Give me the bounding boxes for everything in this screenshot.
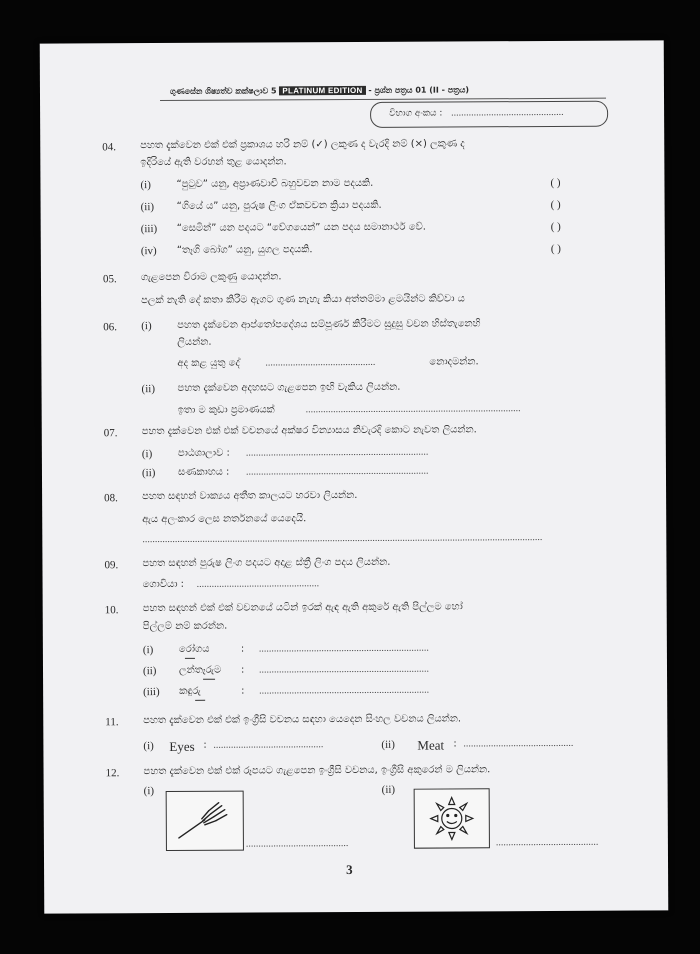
q06-part-i-line2: ලියන්න.: [177, 336, 212, 348]
q06-part-i-no: (i): [141, 320, 152, 333]
q06-idea-text: ඉතා ම කුඩා ප්‍රමාණයක්: [177, 404, 275, 416]
q12-answer-blank[interactable]: .........................................: [245, 838, 349, 850]
edition-badge: PLATINUM EDITION: [279, 86, 365, 95]
index-number-label: විභාග අංකය :: [389, 108, 443, 119]
q07-item-no: (i): [141, 448, 153, 461]
q10-colon: :: [240, 664, 245, 676]
q11-number: 11.: [105, 716, 119, 729]
q10-instruction-1: පහත සඳහන් එක් එක් වචනයේ යටින් ඉරක් ඇඳ ඇති අකුරේ ඇති පිල්ලම හෝ: [142, 601, 463, 615]
q10-answer-blank[interactable]: ....................................................................: [258, 642, 429, 655]
q12-part-i-no: (i): [143, 785, 155, 798]
q11-english-word: Eyes: [169, 738, 195, 754]
exam-paper-page: [40, 40, 669, 913]
q06-part-i-line1: පහත දැක්වෙන ආප්තෝපදේශය සම්පූර්ණ කිරීමට සුදුසු වචන හිස්තැනෙහි: [177, 318, 481, 331]
q12-number: 12.: [105, 767, 120, 780]
q06-number: 06.: [103, 321, 117, 334]
q12-answer-blank[interactable]: .........................................: [495, 836, 599, 849]
index-number-box[interactable]: [370, 101, 608, 128]
q11-english-word: Meat: [417, 737, 445, 753]
q11-part-ii-no: (ii): [381, 738, 395, 751]
q07-item-word: පාඨශාලාව :: [177, 447, 230, 459]
q04-instruction-2: ඉදිරියේ ඇති වරහන් තුළ යොදන්න.: [140, 156, 287, 169]
paper-title: - ප්‍රශ්න පත්‍රය 01 (II - පත්‍රය): [368, 85, 470, 95]
q06-part-ii-line1: පහත දැක්වෙන අදහසට ගැළපෙන ඉඟි වැකිය ලියන්න.: [177, 381, 401, 394]
q08-number: 08.: [104, 492, 118, 505]
q08-instruction: පහත සඳහන් වාක්‍යය අතීත කාලයට හරවා ලියන්න.: [142, 489, 358, 503]
q06-proverb-end: නොදමන්න.: [429, 356, 479, 368]
q04-item-text: “පුටුව” යනු, අප්‍රාණවාචී බහුවචන නාම පදයකි.: [176, 177, 374, 190]
q04-instruction-1: පහත දැක්වෙන එක් එක් ප්‍රකාශය හරි නම් (✓) ලකුණ ද වැරදි නම් (×) ලකුණ ද: [140, 138, 465, 152]
q09-answer-blank[interactable]: .................................................: [196, 578, 320, 590]
q11-colon: :: [203, 739, 207, 751]
q10-item-word: කඳුරු: [179, 685, 201, 697]
q04-item-no: (i): [140, 179, 151, 192]
q10-answer-blank[interactable]: ....................................................................: [258, 663, 430, 676]
sun-picture-box: [414, 788, 490, 848]
q11-instruction: පහත දැක්වෙන එක් එක් ඉංග්‍රීසි වචනය සඳහා යෙදෙන සිංහල වචනය ලියන්න.: [143, 713, 462, 727]
q07-answer-blank[interactable]: .........................................................................: [245, 446, 429, 459]
q10-instruction-2: පිල්ලම් නම් කරන්න.: [142, 620, 228, 633]
q08-answer-blank[interactable]: ................................................................................................................................................................: [142, 532, 543, 546]
q10-item-word: ලන්තෑරුම: [178, 664, 222, 676]
q04-number: 04.: [102, 141, 117, 154]
q04-answer-bracket[interactable]: ( ): [550, 220, 561, 233]
fork-icon: [167, 792, 243, 850]
q07-item-no: (ii): [141, 467, 156, 480]
q05-instruction: ගැළපෙන විරාම ලකුණු යොදන්න.: [140, 271, 282, 284]
q05-number: 05.: [102, 273, 117, 286]
page-number: 3: [346, 862, 353, 878]
q04-answer-bracket[interactable]: ( ): [550, 176, 561, 189]
index-number-dots: .............................................: [451, 106, 564, 119]
q10-colon: :: [241, 685, 245, 697]
q07-item-word: සණකාහය :: [177, 466, 230, 478]
q09-word: ගොවියා :: [142, 578, 185, 591]
q10-underline-mark: [203, 679, 215, 680]
sun-icon: [415, 789, 489, 847]
q06-proverb-blank[interactable]: ............................................: [265, 356, 376, 369]
q07-instruction: පහත දැක්වෙන එක් එක් වචනයේ අක්ෂර වින්‍යාසය නිවැරදි කොට නැවත ලියන්න.: [141, 424, 477, 438]
q05-sentence: පලක් නැති දේ කතා කිරීම ඇගට ගුණ නැහැ කියා අත්තම්මා ළමයින්ට කිව්වා ය: [141, 293, 465, 307]
q10-number: 10.: [104, 604, 119, 617]
paper-header: [170, 84, 650, 97]
fork-picture-box: [166, 791, 244, 851]
q04-item-no: (iv): [140, 245, 157, 258]
q10-item-no: (ii): [142, 665, 157, 678]
q11-part-i-no: (i): [143, 740, 154, 753]
q04-answer-bracket[interactable]: ( ): [550, 198, 561, 211]
q10-colon: :: [240, 643, 245, 655]
q07-answer-blank[interactable]: .........................................................................: [245, 465, 429, 478]
q08-sentence: ඇය අලංකාර ලෙස නර්තනයේ යෙදෙයි.: [142, 513, 307, 526]
q10-underline-mark: [185, 658, 195, 659]
q04-item-text: “ගියේ ය” යනු, පුරුෂ ලිංග ඒකවචන ක්‍රියා පදයකි.: [176, 199, 382, 212]
q04-item-no: (iii): [140, 223, 158, 236]
q09-number: 09.: [104, 559, 119, 572]
q10-item-no: (iii): [143, 686, 160, 699]
q06-idiom-blank[interactable]: ......................................................................................: [305, 403, 521, 416]
q10-item-word: රෝගය: [178, 643, 210, 655]
q06-proverb-start: අද කළ යුතු දේ: [177, 357, 240, 369]
q04-item-text: “සෙමින්” යන පදයට “වේගයෙන්” යන පදය සමානාර්ථ වේ.: [176, 221, 426, 234]
q07-number: 07.: [103, 427, 118, 440]
q11-answer-blank[interactable]: ............................................: [213, 739, 324, 751]
q10-item-no: (i): [142, 644, 154, 657]
q04-answer-bracket[interactable]: ( ): [550, 242, 561, 255]
q04-item-no: (ii): [140, 201, 155, 214]
q04-item-text: “තෑගි බෝග” යනු, යුගල පදයකි.: [176, 244, 313, 256]
school-name: ගුණසේන ශිෂ්‍යත්ව කක්ෂලාව 5: [169, 86, 277, 96]
q10-answer-blank[interactable]: ....................................................................: [259, 684, 430, 697]
q10-underline-mark: [195, 700, 205, 701]
q09-instruction: පහත සඳහන් පුරුෂ ලිංග පදයට අදාළ ස්ත්‍රී ලිංග පදය ලියන්න.: [142, 556, 391, 570]
q06-part-ii-no: (ii): [141, 383, 156, 396]
q12-part-ii-no: (ii): [381, 783, 396, 796]
q11-colon: :: [453, 738, 457, 750]
q11-answer-blank[interactable]: ............................................: [463, 737, 574, 750]
q12-instruction: පහත දැක්වෙන එක් එක් රූපයට ගැළපෙන ඉංග්‍රීසි වචනය, ඉංග්‍රීසි අකුරෙන් ම ලියන්න.: [143, 764, 491, 778]
